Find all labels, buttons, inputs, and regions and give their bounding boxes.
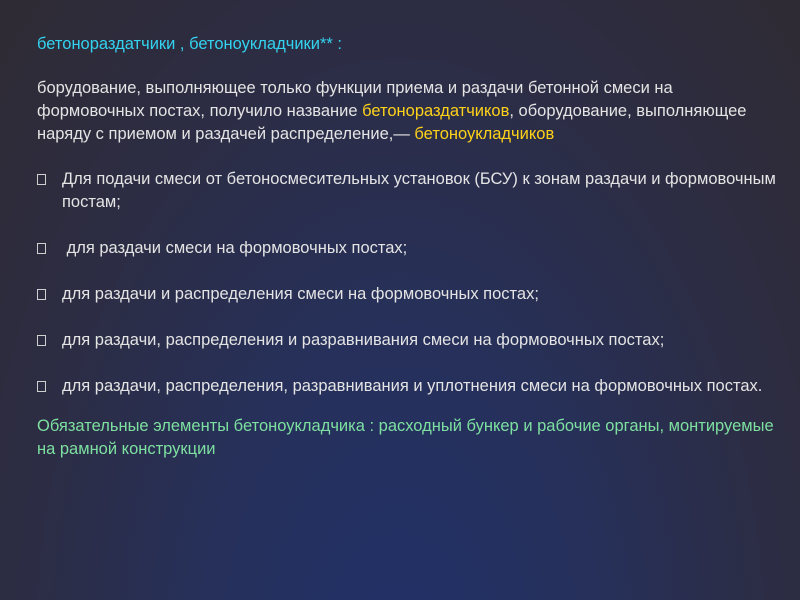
bullet-item (37, 237, 782, 260)
square-bullet-icon (37, 174, 46, 185)
footer-note: Обязательные элементы бетоноукладчика : расходный бункер и рабочие органы, монтируемые на рамной конструкции (37, 417, 774, 458)
bullet-item (37, 168, 782, 214)
bullet-text: для раздачи, распределения, разравнивания и уплотнения смеси на формовочных постах. (62, 377, 763, 395)
bullet-text: для раздачи, распределения и разравнивания смеси на формовочных постах; (62, 331, 665, 349)
square-bullet-icon (37, 243, 46, 254)
intro-text-part-1: борудование, выполняющее только функции приема и раздачи бетонной смеси на формовочных постах, получило название (37, 79, 673, 120)
intro-text-part-2: , оборудование, выполняющее наряду с приемом и раздачей распределение,— (37, 102, 747, 143)
highlight-term-concrete-distributors: бетонораздатчиков (362, 102, 510, 120)
bullet-item (37, 283, 782, 306)
intro-paragraph (37, 77, 782, 146)
bullet-text: для раздачи смеси на формовочных постах; (62, 239, 408, 257)
bullet-list (37, 168, 782, 398)
square-bullet-icon (37, 335, 46, 346)
slide-title: бетонораздатчики , бетоноукладчики** : (37, 35, 342, 53)
bullet-item (37, 329, 782, 352)
slide-content (37, 33, 782, 461)
bullet-text: Для подачи смеси от бетоносмесительных установок (БСУ) к зонам раздачи и формовочным постам; (62, 170, 776, 211)
square-bullet-icon (37, 289, 46, 300)
square-bullet-icon (37, 381, 46, 392)
highlight-term-concrete-pavers: бетоноукладчиков (414, 125, 555, 143)
bullet-text: для раздачи и распределения смеси на формовочных постах; (62, 285, 539, 303)
bullet-item (37, 375, 782, 398)
